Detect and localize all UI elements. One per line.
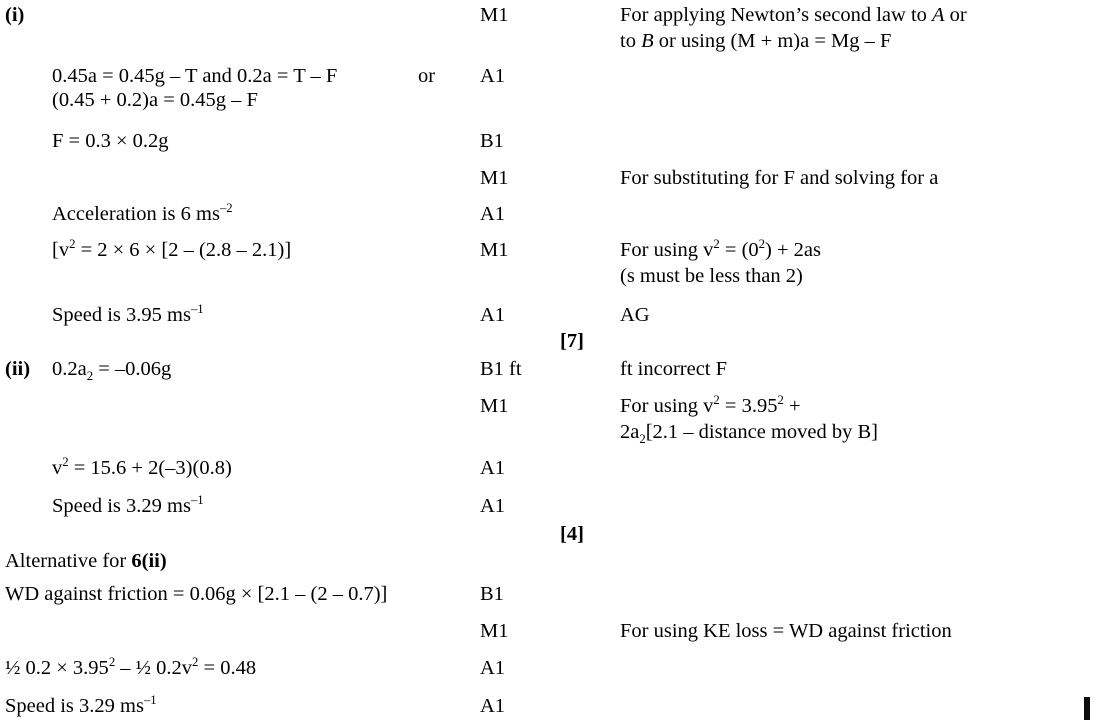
working-line: (0.45 + 0.2)a = 0.45g – F <box>52 89 258 111</box>
part-label-i: (i) <box>5 4 25 26</box>
working-line <box>52 493 204 519</box>
working-line <box>52 455 232 481</box>
exponent: –1 <box>190 493 204 508</box>
mark-code: A1 <box>480 65 506 87</box>
working-fragment: Speed is 3.95 ms <box>52 304 191 326</box>
comment-fragment: to <box>620 30 642 52</box>
alternative-heading <box>5 548 167 574</box>
alternative-heading-prefix: Alternative for <box>5 550 132 572</box>
page-edge-artifact <box>1084 697 1090 720</box>
working-line: WD against friction = 0.06g × [2.1 – (2 – 0.7)] <box>5 583 388 605</box>
exponent: 2 <box>713 237 720 252</box>
mark-code: A1 <box>480 695 506 717</box>
comment-fragment: = 3.95 <box>719 395 778 417</box>
comment-fragment: (s must be less than 2) <box>620 265 803 287</box>
comment-fragment: ) + 2as <box>765 239 821 261</box>
working-line: F = 0.3 × 0.2g <box>52 130 169 152</box>
working-fragment: = 15.6 + 2(–3)(0.8) <box>68 457 232 479</box>
comment-fragment: For using KE loss = WD against friction <box>620 620 952 642</box>
working-line <box>52 302 204 328</box>
exponent: –1 <box>190 302 204 317</box>
comment-fragment: For using v <box>620 239 714 261</box>
exponent: 2 <box>758 237 766 252</box>
working-fragment: Speed is 3.29 ms <box>5 695 144 717</box>
working-line <box>52 201 233 227</box>
comment-text <box>620 393 1090 445</box>
exponent: 2 <box>192 655 199 670</box>
working-fragment: = 0.48 <box>198 657 257 679</box>
working-fragment: 0.2a <box>52 358 87 380</box>
exponent: 2 <box>777 393 784 408</box>
working-fragment: – ½ 0.2v <box>115 657 193 679</box>
mark-code: A1 <box>480 203 506 225</box>
working-fragment: ½ 0.2 × 3.95 <box>5 657 109 679</box>
working-line <box>5 693 157 719</box>
subscript: 2 <box>86 369 94 384</box>
comment-text <box>620 2 1090 54</box>
comment-fragment: For substituting for F and solving for a <box>620 167 939 189</box>
mark-code: A1 <box>480 457 506 479</box>
mark-code: M1 <box>480 4 509 26</box>
comment-fragment: or using (M + m)a = Mg – F <box>653 30 892 52</box>
working-line: 0.45a = 0.45g – T and 0.2a = T – F <box>52 65 338 87</box>
mark-code: M1 <box>480 620 509 642</box>
alternative-heading-reference: 6(ii) <box>131 550 167 572</box>
comment-text <box>620 237 1090 289</box>
mark-code: M1 <box>480 167 509 189</box>
exponent: 2 <box>713 393 720 408</box>
working-fragment: = –0.06g <box>93 358 172 380</box>
exponent: 2 <box>108 655 116 670</box>
working-line <box>52 237 291 263</box>
mark-code: A1 <box>480 304 506 326</box>
working-fragment: v <box>52 457 63 479</box>
comment-fragment: [2.1 – distance moved by B] <box>645 421 879 443</box>
working-line <box>5 655 256 681</box>
object-label-b: B <box>641 30 654 52</box>
alternative-connector: or <box>418 65 436 87</box>
part-label-ii: (ii) <box>5 358 31 380</box>
comment-text <box>620 356 1090 382</box>
mark-code: B1 ft <box>480 358 522 380</box>
comment-text <box>620 302 1090 328</box>
part-total-marks: [7] <box>560 330 584 352</box>
comment-fragment: + <box>783 395 801 417</box>
exponent: –1 <box>143 693 157 708</box>
working-fragment: [v <box>52 239 70 261</box>
comment-fragment: ft incorrect F <box>620 358 728 380</box>
comment-fragment: 2a <box>620 421 640 443</box>
mark-code: A1 <box>480 495 506 517</box>
exponent: 2 <box>69 237 76 252</box>
mark-code: A1 <box>480 657 506 679</box>
working-line <box>52 356 171 382</box>
working-fragment: = 2 × 6 × [2 – (2.8 – 2.1)] <box>75 239 292 261</box>
comment-fragment: For using v <box>620 395 714 417</box>
mark-code: M1 <box>480 239 509 261</box>
mark-code: B1 <box>480 130 504 152</box>
comment-fragment: AG <box>620 304 650 326</box>
working-fragment: Acceleration is 6 ms <box>52 203 220 225</box>
object-label-a: A <box>932 4 945 26</box>
subscript: 2 <box>639 432 646 447</box>
mark-code: B1 <box>480 583 504 605</box>
working-fragment: Speed is 3.29 ms <box>52 495 191 517</box>
comment-text <box>620 165 1090 191</box>
mark-code: M1 <box>480 395 509 417</box>
comment-fragment: or <box>944 4 967 26</box>
exponent: –2 <box>219 201 233 216</box>
part-total-marks: [4] <box>560 523 584 545</box>
comment-text <box>620 618 1090 644</box>
exponent: 2 <box>62 455 69 470</box>
comment-fragment: For applying Newton’s second law to <box>620 4 933 26</box>
comment-fragment: = (0 <box>719 239 759 261</box>
